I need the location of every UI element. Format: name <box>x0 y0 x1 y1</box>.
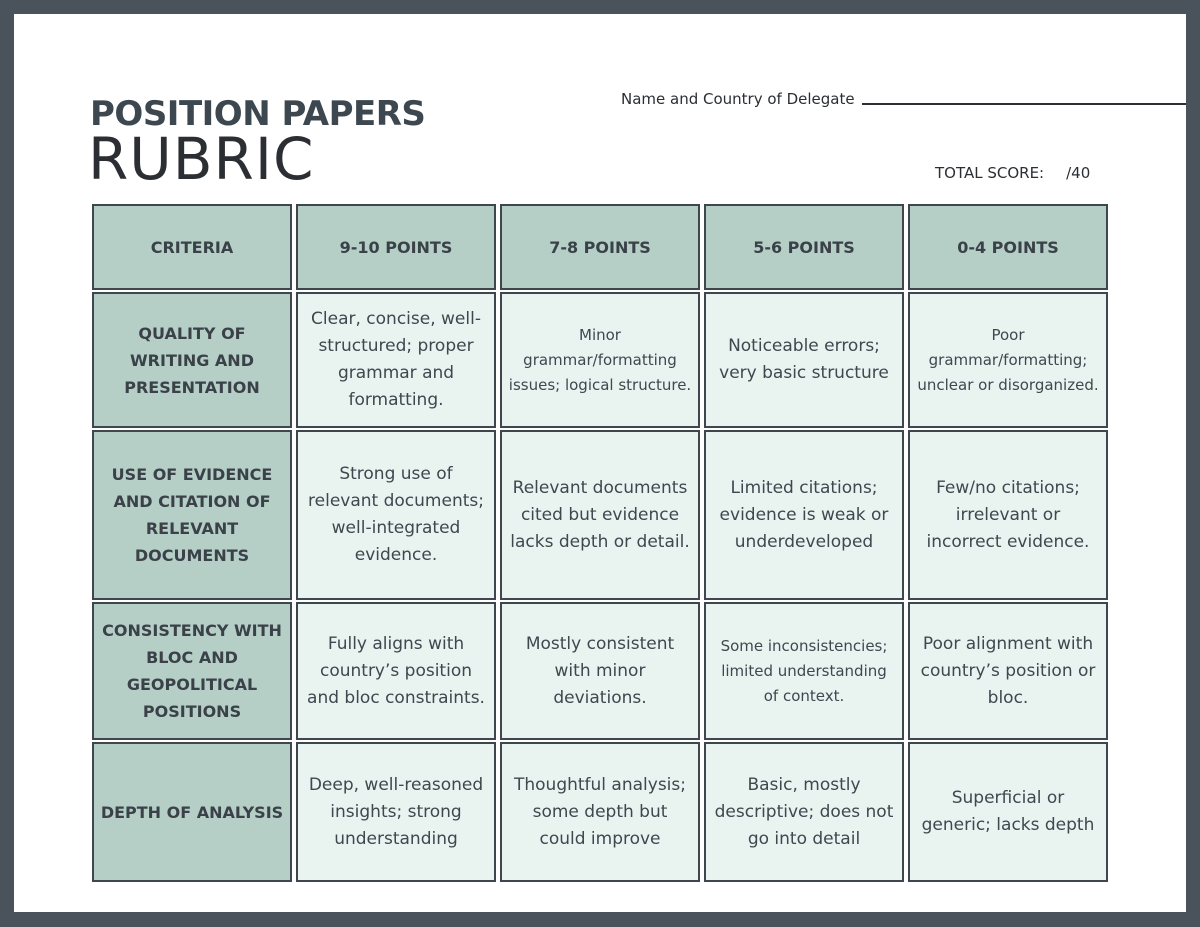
table-cell: Poor alignment with country’s position or bloc. <box>908 602 1108 740</box>
table-cell: Mostly consistent with minor deviations. <box>500 602 700 740</box>
table-cell: Minor grammar/formatting issues; logical structure. <box>500 292 700 428</box>
table-cell: Clear, concise, well-structured; proper grammar and formatting. <box>296 292 496 428</box>
table-cell: Thoughtful analysis; some depth but could improve <box>500 742 700 882</box>
title-line-1: POSITION PAPERS <box>90 94 426 134</box>
table-cell: Relevant documents cited but evidence lacks depth or detail. <box>500 430 700 600</box>
criterion-quality-of-writing: QUALITY OF WRITING AND PRESENTATION <box>92 292 292 428</box>
criterion-consistency-with-bloc: CONSISTENCY WITH BLOC AND GEOPOLITICAL POSITIONS <box>92 602 292 740</box>
header-7-8-points: 7-8 POINTS <box>500 204 700 290</box>
total-score-value: /40 <box>1066 164 1091 182</box>
header-5-6-points: 5-6 POINTS <box>704 204 904 290</box>
total-score <box>935 164 1090 182</box>
table-cell: Basic, mostly descriptive; does not go into detail <box>704 742 904 882</box>
table-cell: Few/no citations; irrelevant or incorrect evidence. <box>908 430 1108 600</box>
criterion-use-of-evidence: USE OF EVIDENCE AND CITATION OF RELEVANT DOCUMENTS <box>92 430 292 600</box>
rubric-page <box>14 14 1186 912</box>
header-criteria: CRITERIA <box>92 204 292 290</box>
header-9-10-points: 9-10 POINTS <box>296 204 496 290</box>
criterion-depth-of-analysis: DEPTH OF ANALYSIS <box>92 742 292 882</box>
delegate-field <box>621 84 1186 108</box>
table-cell: Fully aligns with country’s position and bloc constraints. <box>296 602 496 740</box>
table-cell: Some inconsistencies; limited understanding of context. <box>704 602 904 740</box>
total-score-label: TOTAL SCORE: <box>935 164 1045 182</box>
delegate-input-line[interactable] <box>862 103 1186 105</box>
table-cell: Strong use of relevant documents; well-integrated evidence. <box>296 430 496 600</box>
title-line-2: RUBRIC <box>88 125 315 193</box>
rubric-table <box>92 204 1108 882</box>
table-cell: Deep, well-reasoned insights; strong understanding <box>296 742 496 882</box>
delegate-label: Name and Country of Delegate <box>621 90 855 108</box>
header-0-4-points: 0-4 POINTS <box>908 204 1108 290</box>
table-cell: Limited citations; evidence is weak or underdeveloped <box>704 430 904 600</box>
table-cell: Superficial or generic; lacks depth <box>908 742 1108 882</box>
table-cell: Poor grammar/formatting; unclear or disorganized. <box>908 292 1108 428</box>
table-cell: Noticeable errors; very basic structure <box>704 292 904 428</box>
